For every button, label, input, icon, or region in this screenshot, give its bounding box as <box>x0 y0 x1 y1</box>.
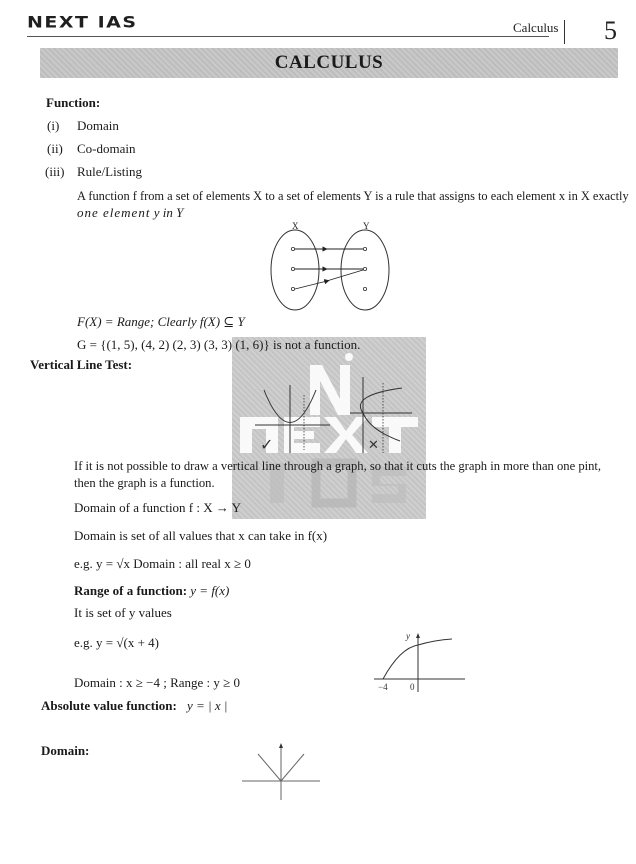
mapping-diagram <box>265 220 395 312</box>
domain-of-function: Domain of a function f : X → Y <box>74 500 242 515</box>
range-statement: F(X) = Range; Clearly f(X) ⊆ Y <box>77 314 245 329</box>
function-heading: Function: <box>46 95 101 110</box>
absolute-value-graph <box>240 740 322 802</box>
range-heading-formula: y = f(x) <box>187 583 230 598</box>
x-tick-minus-four: −4 <box>378 682 388 692</box>
range-heading-line <box>74 583 229 599</box>
set-y-label: Y <box>363 221 370 231</box>
vertical-test-explanation-line2: then the graph is a function. <box>74 476 215 490</box>
header-divider <box>27 36 549 37</box>
vertical-test-explanation-line1: If it is not possible to draw a vertical line through a graph, so that it cuts the graph in more than one pint, <box>74 459 602 473</box>
absolute-value-formula: y = | x | <box>187 698 228 713</box>
definition-italic: one element <box>77 205 151 220</box>
cross-mark-icon: ✕ <box>368 438 379 453</box>
page-number: 5 <box>604 16 617 45</box>
list-item-label: Domain <box>77 118 119 133</box>
brand-logo: NEXT IAS <box>27 13 138 32</box>
y-axis-label: y <box>406 631 410 641</box>
set-x-label: X <box>292 221 299 231</box>
page-title: CALCULUS <box>274 52 384 73</box>
x-tick-origin: 0 <box>410 682 415 692</box>
g-set-statement: G = {(1, 5), (4, 2) (2, 3) (3, 3) (1, 6)} is not a function. <box>77 337 361 352</box>
sqrt-graph <box>370 630 470 692</box>
list-item-number: (ii) <box>47 141 63 156</box>
list-item-label: Co-domain <box>77 141 136 156</box>
domain-definition: Domain is set of all values that x can take in f(x) <box>74 528 328 543</box>
domain-heading: Domain: <box>41 743 90 758</box>
range-heading: Range of a function: <box>74 583 188 598</box>
domain-example: e.g. y = √x Domain : all real x ≥ 0 <box>74 556 251 571</box>
check-mark-icon: ✓ <box>260 435 274 454</box>
vertical-line-test-graphs <box>250 375 420 455</box>
header-separator <box>564 20 565 44</box>
vertical-line-test-heading: Vertical Line Test: <box>30 357 133 372</box>
range-definition: It is set of y values <box>74 605 172 620</box>
range-result: Domain : x ≥ −4 ; Range : y ≥ 0 <box>74 675 241 690</box>
function-definition-line1: A function f from a set of elements X to a set of elements Y is a rule that assigns to each element x in X exactly <box>77 189 629 203</box>
definition-rest: y in Y <box>150 205 184 220</box>
range-example: e.g. y = √(x + 4) <box>74 635 159 650</box>
list-item-number: (i) <box>47 118 60 133</box>
header-section-title: Calculus <box>513 20 559 35</box>
absolute-value-heading: Absolute value function: <box>41 698 177 713</box>
function-definition-line2 <box>77 205 183 221</box>
list-item-label: Rule/Listing <box>77 164 142 179</box>
list-item-number: (iii) <box>45 164 65 179</box>
